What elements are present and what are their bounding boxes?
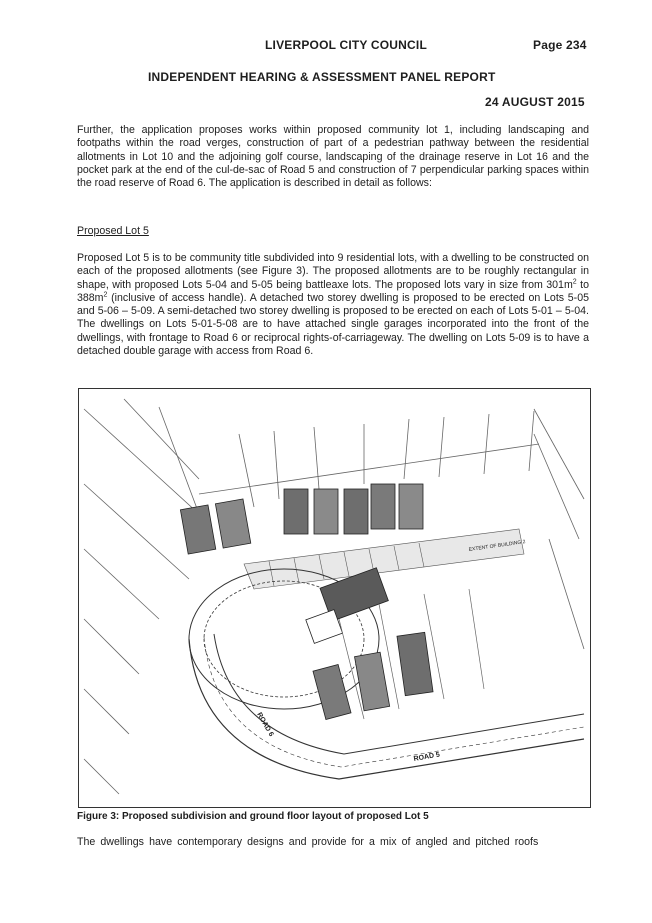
section-heading-lot5: Proposed Lot 5: [77, 225, 149, 237]
lot5-text-part1: Proposed Lot 5 is to be community title subdivided into 9 residential lots, with a dwelling to be constructed on each of the proposed allotments (see Figure 3). The proposed allotments are to be roughly rectangular in shape, with proposed Lots 5-04 and 5-05 being battleaxe lots. The proposed lots vary in size from 301m: [77, 252, 589, 291]
site-plan-drawing: [79, 389, 590, 807]
label-road6: ROAD 6: [255, 711, 275, 738]
figure-site-plan: [78, 388, 591, 808]
superscript-squared: 2: [103, 291, 108, 299]
label-extent-building: EXTENT OF BUILDING 2: [468, 539, 526, 553]
report-date: 24 AUGUST 2015: [485, 95, 585, 109]
superscript-squared: 2: [572, 278, 577, 286]
intro-paragraph: Further, the application proposes works within proposed community lot 1, including landscaping and footpaths within the road verges, construction of part of a pedestrian pathway between the residential allotments in Lot 10 and the adjoining golf course, landscaping of the drainage reserve in Lot 16 and the pocket park at the end of the cul-de-sac of Road 5 and construction of 7 perpendicular parking spaces within the road reserve of Road 6. The application is described in detail as follows:: [77, 124, 589, 190]
lot5-text-part3: (inclusive of access handle). A detached two storey dwelling is proposed to be erected on Lots 5-05 and 5-06 – 5-09. A semi-detached two storey dwelling is proposed to be erected on each of Lots 5-01 – 5-04. The dwellings on Lots 5-01-5-08 are to have attached single garages incorporated into the front of the dwellings, with frontage to Road 6 or reciprocal rights-of-carriageway. The dwelling on Lots 5-09 is to have a detached double garage with access from Road 6.: [77, 291, 589, 358]
page-number: Page 234: [533, 38, 587, 52]
council-name: LIVERPOOL CITY COUNCIL: [265, 38, 427, 52]
figure-caption: Figure 3: Proposed subdivision and ground floor layout of proposed Lot 5: [77, 811, 429, 822]
lot5-text-part2: to 388m: [77, 278, 589, 304]
lot5-paragraph: [77, 252, 589, 358]
report-title: INDEPENDENT HEARING & ASSESSMENT PANEL REPORT: [148, 70, 496, 84]
label-road5: ROAD 5: [413, 751, 441, 763]
closing-paragraph: The dwellings have contemporary designs and provide for a mix of angled and pitched roofs: [77, 836, 539, 848]
